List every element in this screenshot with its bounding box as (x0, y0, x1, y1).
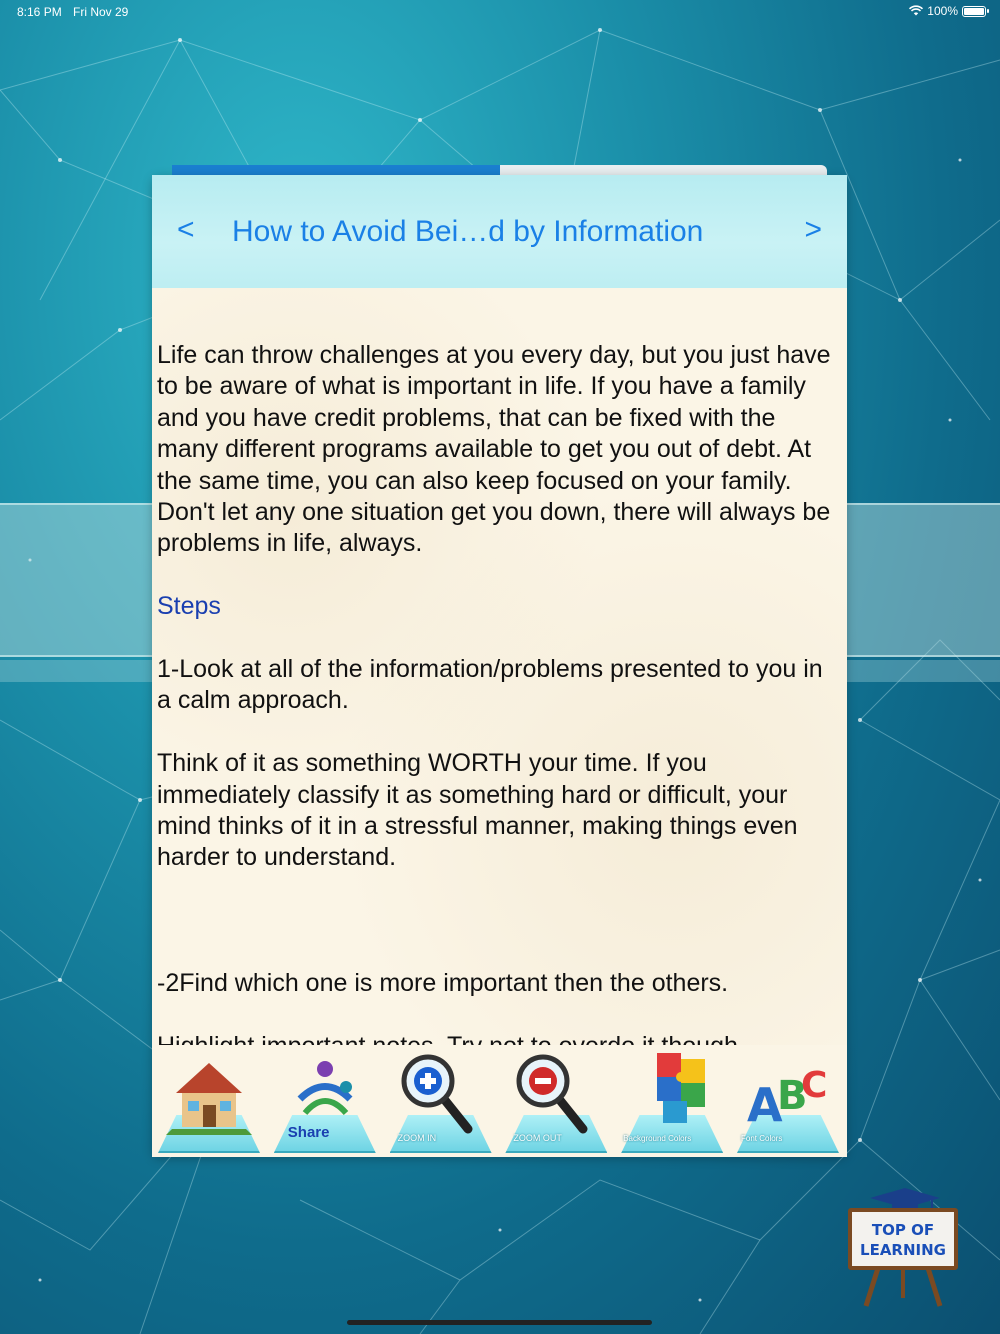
svg-text:C: C (800, 1065, 828, 1106)
zoom-out-button[interactable] (499, 1045, 615, 1157)
zoom-in-label: ZOOM IN (397, 1133, 437, 1143)
article-card (152, 175, 847, 1157)
svg-text:A: A (746, 1078, 783, 1132)
step-1-detail: Think of it as something WORTH your time. If you immediately classify it as something hard or difficult, your mind thinks of it in a stressful manner, making things even harder to understand. (157, 749, 798, 872)
background-colors-label: Background Colors (623, 1134, 692, 1143)
step-1: 1-Look at all of the information/problems presented to you in a calm approach. (157, 655, 823, 715)
status-right (909, 4, 986, 18)
bottom-toolbar (152, 1045, 847, 1157)
intro-paragraph: Life can throw challenges at you every day, but you just have to be aware of what is important in life. If you have a family and you have credit problems, that can be fixed with the many different programs available to get you out of debt. At the same time, you can also keep focused on your family. Don't let any one situation get you down, there will always be problems in life, always. (157, 341, 831, 558)
puzzle-icon (627, 1049, 717, 1139)
reading-progress-fill (172, 165, 500, 175)
abc-icon (743, 1049, 833, 1139)
share-label: Share (287, 1124, 330, 1141)
logo-line-1: TOP OF (871, 1221, 935, 1239)
zoom-out-label: ZOOM OUT (513, 1133, 562, 1143)
zoom-in-icon (396, 1049, 486, 1139)
status-bar (0, 0, 1000, 24)
top-of-learning-logo (848, 1188, 958, 1306)
font-colors-button[interactable] (731, 1045, 847, 1157)
article-text (157, 340, 837, 1062)
article-content[interactable] (152, 288, 847, 1045)
svg-text:B: B (776, 1073, 808, 1119)
battery-icon (962, 6, 986, 17)
step-2: -2Find which one is more important then the others. (157, 969, 729, 998)
article-title: How to Avoid Bei…d by Information (232, 215, 704, 248)
battery-fill (964, 8, 984, 15)
home-button[interactable] (152, 1045, 268, 1157)
share-button[interactable] (268, 1045, 384, 1157)
status-time: 8:16 PM (17, 5, 62, 19)
next-article-button[interactable]: > (804, 213, 822, 246)
font-colors-label: Font Colors (740, 1134, 783, 1143)
prev-article-button[interactable]: < (177, 213, 195, 246)
home-icon (164, 1049, 254, 1139)
logo-board (848, 1208, 958, 1270)
steps-heading: Steps (157, 592, 221, 621)
battery-percent: 100% (927, 4, 958, 18)
article-header (152, 175, 847, 288)
background-colors-button[interactable] (615, 1045, 731, 1157)
wifi-icon (909, 6, 923, 16)
status-date: Fri Nov 29 (73, 5, 129, 19)
reading-progress-bar (172, 165, 827, 175)
logo-line-2: LEARNING (860, 1241, 946, 1259)
easel-legs (848, 1268, 958, 1306)
zoom-in-button[interactable] (384, 1045, 500, 1157)
zoom-out-icon (511, 1049, 601, 1139)
home-indicator[interactable] (347, 1320, 652, 1325)
